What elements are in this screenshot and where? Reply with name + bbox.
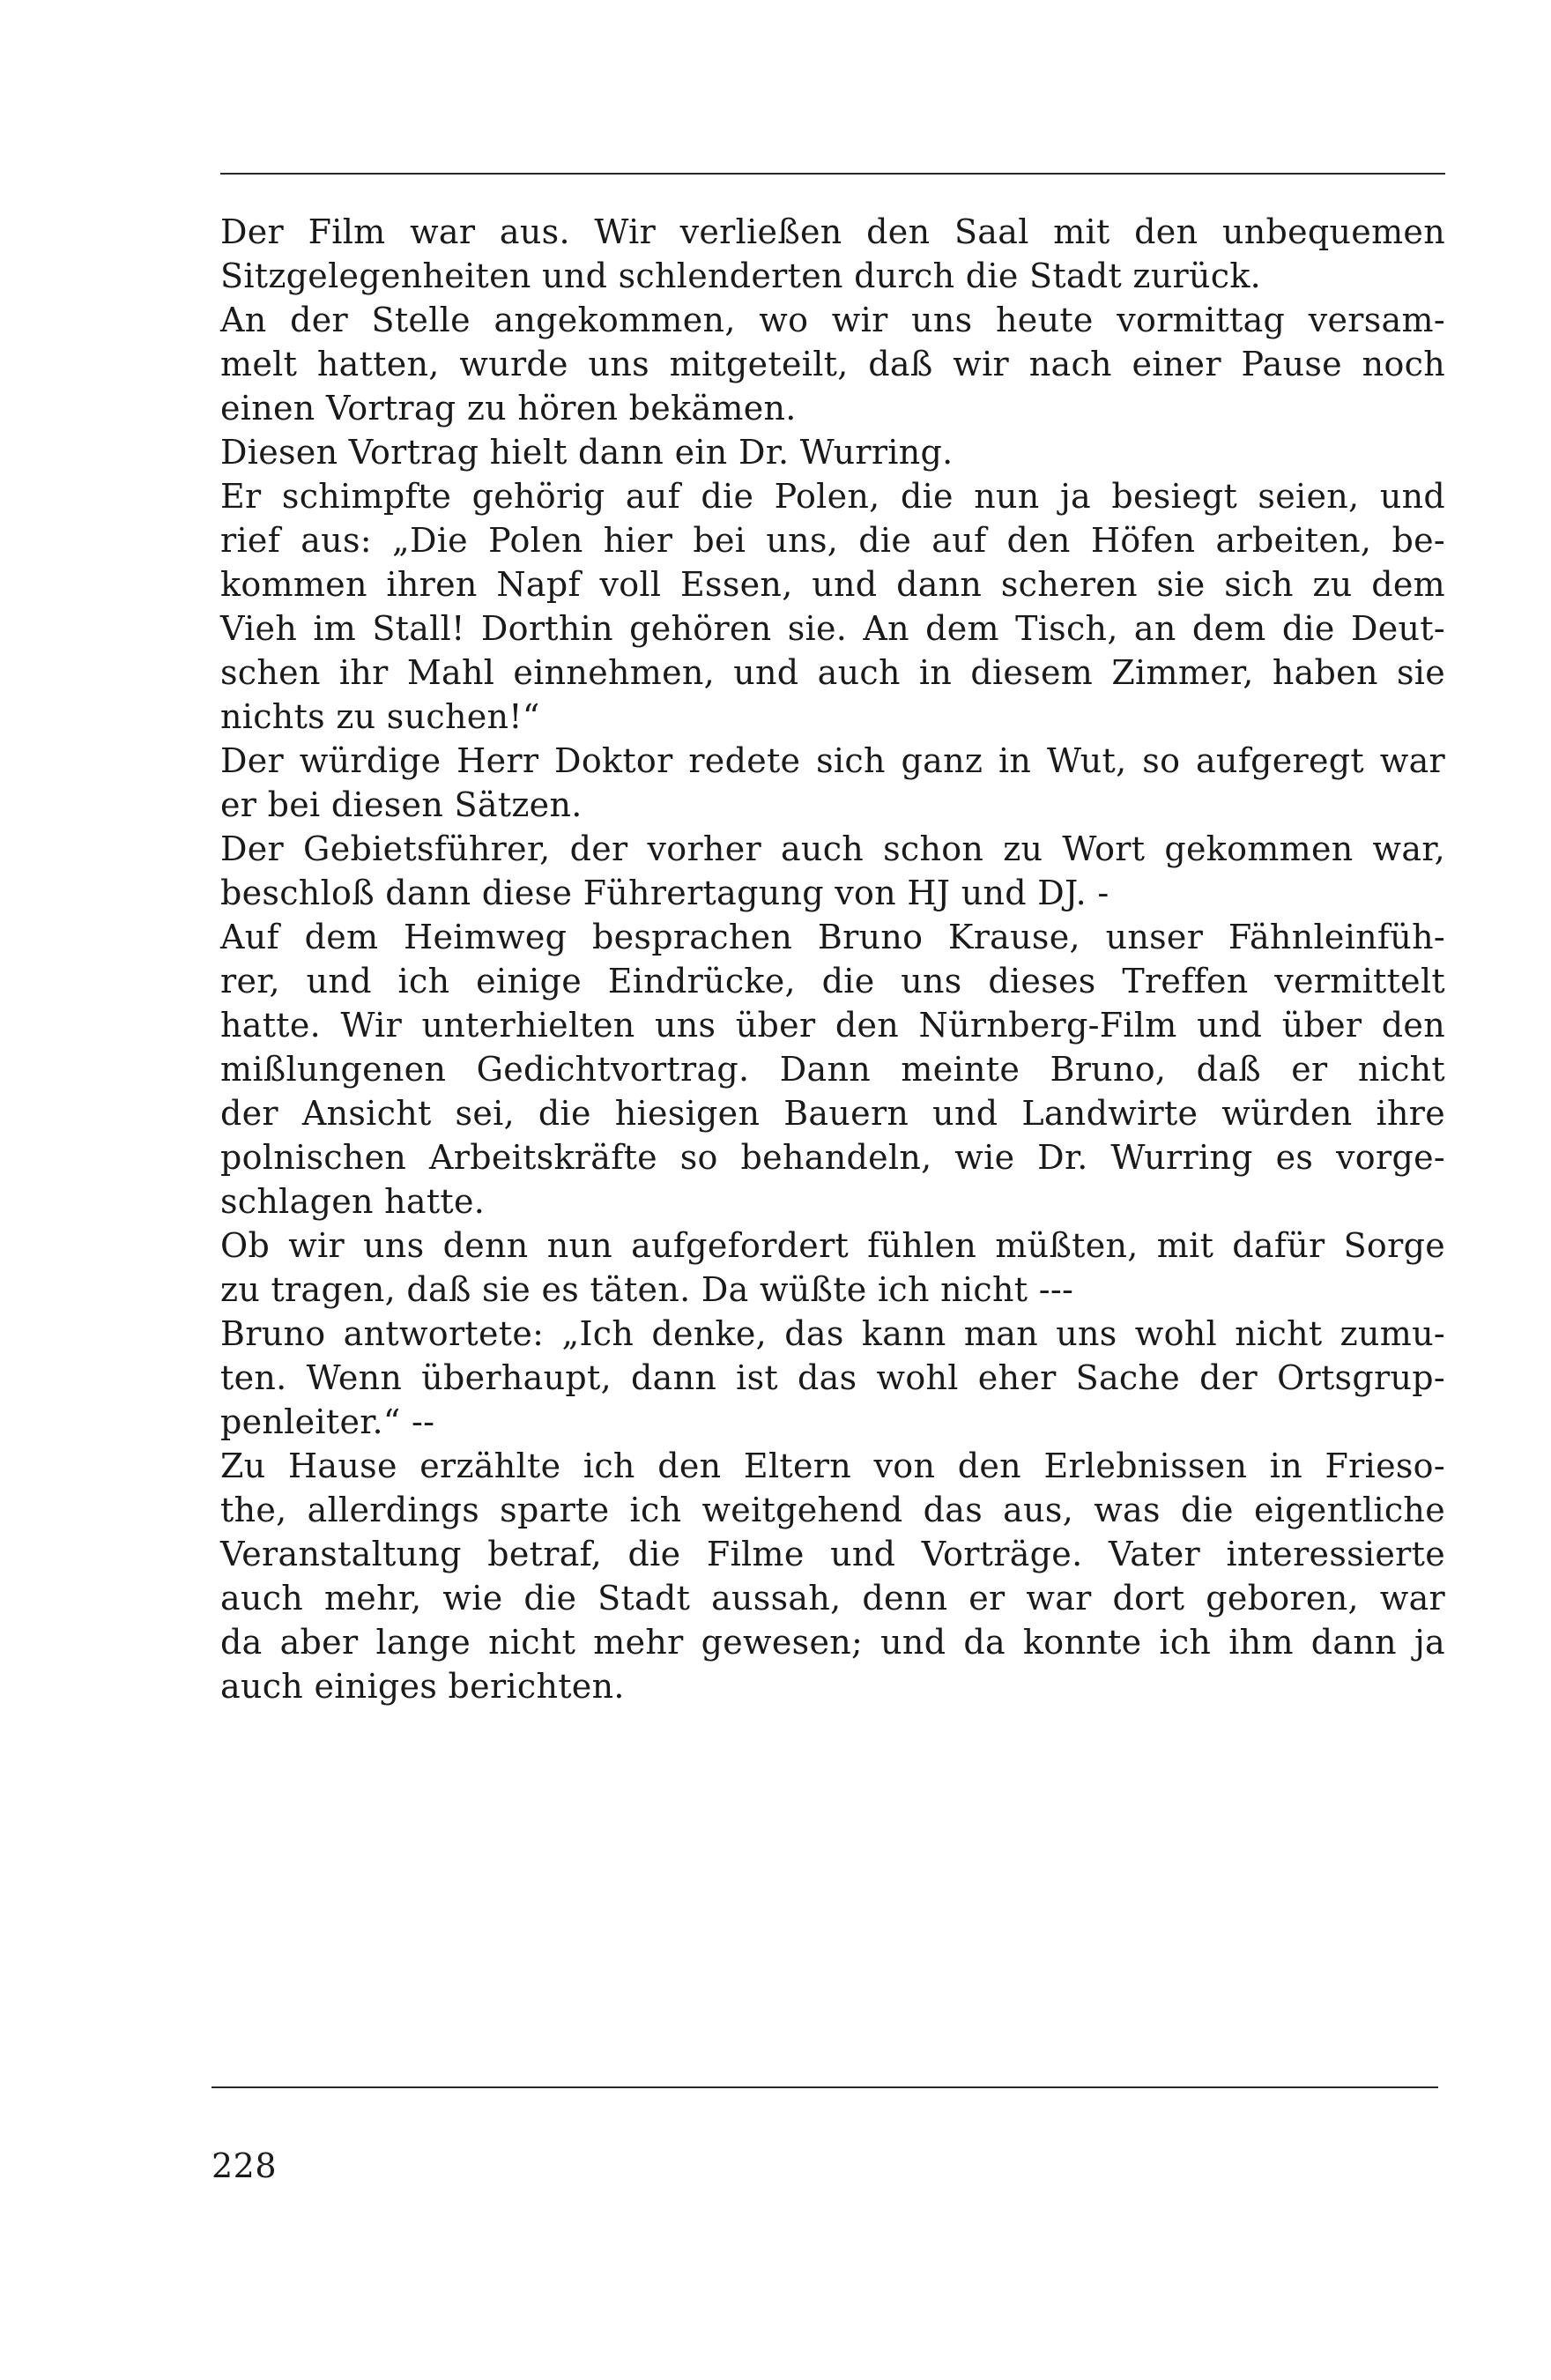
text-line: Veranstaltung betraf, die Filme und Vorträge. Vater interessierte [220,1535,1445,1573]
text-line: mißlungenen Gedichtvortrag. Dann meinte Bruno, daß er nicht [220,1050,1445,1089]
text-line: Diesen Vortrag hielt dann ein Dr. Wurring. [220,433,954,472]
text-line: Der würdige Herr Doktor redete sich ganz in Wut, so aufgeregt war [220,741,1445,780]
text-line: rief aus: „Die Polen hier bei uns, die auf den Höfen arbeiten, be- [220,521,1445,560]
text-line: melt hatten, wurde uns mitgeteilt, daß wir nach einer Pause noch [220,345,1445,383]
text-line: nichts zu suchen!“ [220,697,540,736]
page-number: 228 [212,2146,278,2185]
text-line: beschloß dann diese Führertagung von HJ und DJ. - [220,874,1109,912]
text-line: Der Film war aus. Wir verließen den Saal mit den unbequemen [220,212,1445,251]
text-line: auch einiges berichten. [220,1667,625,1706]
text-line: rer, und ich einige Eindrücke, die uns dieses Treffen vermittelt [220,962,1445,1000]
text-line: Ob wir uns denn nun aufgefordert fühlen müßten, mit dafür Sorge [220,1226,1445,1265]
text-line: schen ihr Mahl einnehmen, und auch in diesem Zimmer, haben sie [220,653,1445,692]
text-line: Bruno antwortete: „Ich denke, das kann man uns wohl nicht zumu- [220,1314,1445,1353]
text-line: einen Vortrag zu hören bekämen. [220,389,797,428]
text-line: kommen ihren Napf voll Essen, und dann scheren sie sich zu dem [220,565,1445,604]
bottom-rule [212,2086,1438,2088]
text-line: er bei diesen Sätzen. [220,785,583,824]
text-line: the, allerdings sparte ich weitgehend das aus, was die eigentliche [220,1491,1445,1529]
top-rule [220,173,1445,175]
text-line: Er schimpfte gehörig auf die Polen, die nun ja besiegt seien, und [220,477,1445,516]
text-line: Der Gebietsführer, der vorher auch schon zu Wort gekommen war, [220,829,1445,868]
text-line: hatte. Wir unterhielten uns über den Nürnberg-Film und über den [220,1006,1445,1045]
text-line: schlagen hatte. [220,1182,486,1221]
text-line: der Ansicht sei, die hiesigen Bauern und Landwirte würden ihre [220,1094,1445,1133]
text-line: ten. Wenn überhaupt, dann ist das wohl eher Sache der Ortsgrup- [220,1358,1445,1397]
text-line: Vieh im Stall! Dorthin gehören sie. An dem Tisch, an dem die Deut- [220,609,1445,648]
text-line: polnischen Arbeitskräfte so behandeln, wie Dr. Wurring es vorge- [220,1138,1445,1177]
body-text [220,210,1445,1708]
text-line: auch mehr, wie die Stadt aussah, denn er war dort geboren, war [220,1579,1445,1618]
text-line: Zu Hause erzählte ich den Eltern von den Erlebnissen in Frieso- [220,1447,1445,1485]
text-line: penleiter.“ -- [220,1402,435,1441]
text-line: Sitzgelegenheiten und schlenderten durch die Stadt zurück. [220,257,1262,295]
text-line: An der Stelle angekommen, wo wir uns heute vormittag versam- [220,301,1445,339]
text-line: Auf dem Heimweg besprachen Bruno Krause, unser Fähnleinfüh- [220,918,1445,956]
text-line: zu tragen, daß sie es täten. Da wüßte ich nicht --- [220,1270,1074,1309]
text-line: da aber lange nicht mehr gewesen; und da konnte ich ihm dann ja [220,1623,1445,1662]
